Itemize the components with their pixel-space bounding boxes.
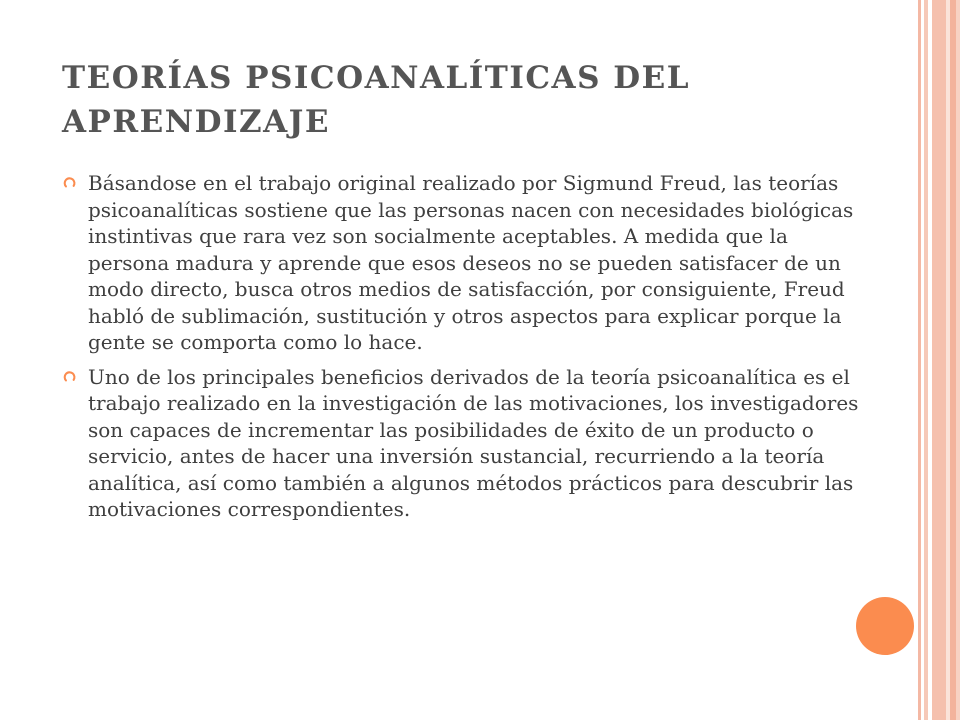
- accent-circle: [856, 597, 914, 655]
- ring-bullet-icon: [62, 369, 77, 384]
- decorative-stripe: [932, 0, 946, 720]
- bullet-text: Básandose en el trabajo original realizado por Sigmund Freud, las teorías psicoanalíticas sostiene que las personas nacen con necesidades biológicas instintivas que rara vez son socialmente aceptables. A medida que la persona madura y aprende que esos deseos no se pueden satisfacer de un modo directo, busca otros medios de satisfacción, por consiguiente, Freud habló de sublimación, sustitución y otros aspectos para explicar porque la gente se comporta como lo hace.: [88, 171, 854, 354]
- slide-title: TEORÍAS PSICOANALÍTICAS DEL APRENDIZAJE: [62, 60, 691, 140]
- ring-bullet-icon: [62, 175, 77, 190]
- bullet-item: [62, 170, 862, 356]
- bullet-text: Uno de los principales beneficios derivados de la teoría psicoanalítica es el trabajo realizado en la investigación de las motivaciones, los investigadores son capaces de incrementar las posibilidades de éxito de un producto o servicio, antes de hacer una inversión sustancial, recurriendo a la teoría analítica, así como también a algunos métodos prácticos para descubrir las motivaciones correspondientes.: [88, 364, 859, 521]
- decorative-stripe: [924, 0, 928, 720]
- bullet-item: [62, 364, 862, 523]
- bullet-list: [62, 170, 862, 531]
- decorative-stripe: [956, 0, 960, 720]
- decorative-stripe: [918, 0, 921, 720]
